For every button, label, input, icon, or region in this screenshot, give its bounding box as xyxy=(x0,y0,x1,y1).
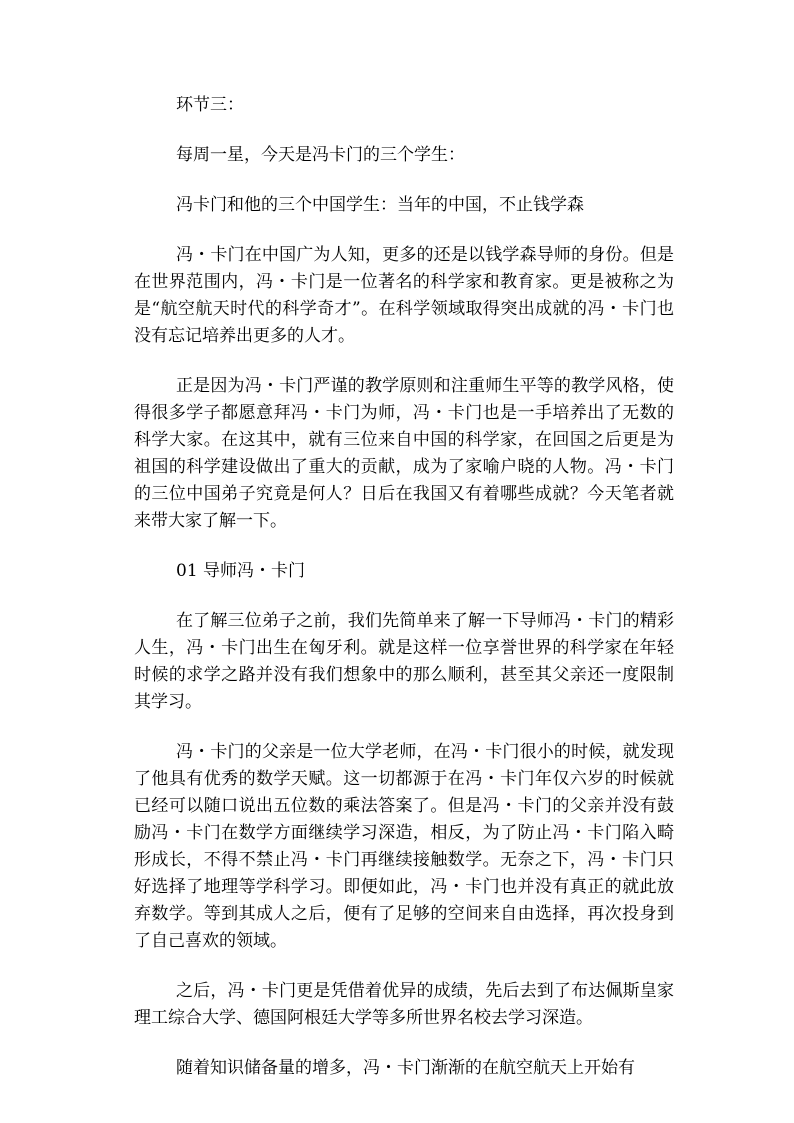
paragraph: 冯・卡门的父亲是一位大学老师，在冯・卡门很小的时候，就发现了他具有优秀的数学天赋。这一切都源于在冯・卡门年仅六岁的时候就已经可以随口说出五位数的乘法答案了。但是冯・卡门的父亲并没有鼓励冯・卡门在数学方面继续学习深造，相反，为了防止冯・卡门陷入畸形成长，不得不禁止冯・卡门再继续接触数学。无奈之下，冯・卡门只好选择了地理等学科学习。即便如此，冯・卡门也并没有真正的就此放弃数学。等到其成人之后，便有了足够的空间来自由选择，再次投身到了自己喜欢的领域。 xyxy=(134,742,674,951)
subheading: 01 导师冯・卡门 xyxy=(176,561,306,581)
paragraph: 随着知识储备量的增多，冯・卡门渐渐的在航空航天上开始有 xyxy=(176,1058,635,1078)
paragraph: 之后，冯・卡门更是凭借着优异的成绩，先后去到了布达佩斯皇家理工综合大学、德国阿根廷大学等多所世界名校去学习深造。 xyxy=(134,981,674,1028)
paragraph: 正是因为冯・卡门严谨的教学原则和注重师生平等的教学风格，使得很多学子都愿意拜冯・卡门为师，冯・卡门也是一手培养出了无数的科学大家。在这其中，就有三位来自中国的科学家，在回国之后更是为祖国的科学建设做出了重大的贡献，成为了家喻户晓的人物。冯・卡门的三位中国弟子究竟是何人？日后在我国又有着哪些成就？今天笔者就来带大家了解一下。 xyxy=(134,376,674,531)
section-label: 环节三： xyxy=(176,95,244,115)
article-title: 冯卡门和他的三个中国学生：当年的中国，不止钱学森 xyxy=(176,195,584,215)
document-body xyxy=(134,92,674,1082)
paragraph: 在了解三位弟子之前，我们先简单来了解一下导师冯・卡门的精彩人生，冯・卡门出生在匈牙利。就是这样一位享誉世界的科学家在年轻时候的求学之路并没有我们想象中的那么顺利，甚至其父亲还一度限制其学习。 xyxy=(134,611,674,712)
intro-line: 每周一星，今天是冯卡门的三个学生： xyxy=(176,145,465,165)
paragraph: 冯・卡门在中国广为人知，更多的还是以钱学森导师的身份。但是在世界范围内，冯・卡门是一位著名的科学家和教育家。更是被称之为是“航空航天时代的科学奇才”。在科学领域取得突出成就的冯・卡门也没有忘记培养出更多的人才。 xyxy=(134,245,674,346)
